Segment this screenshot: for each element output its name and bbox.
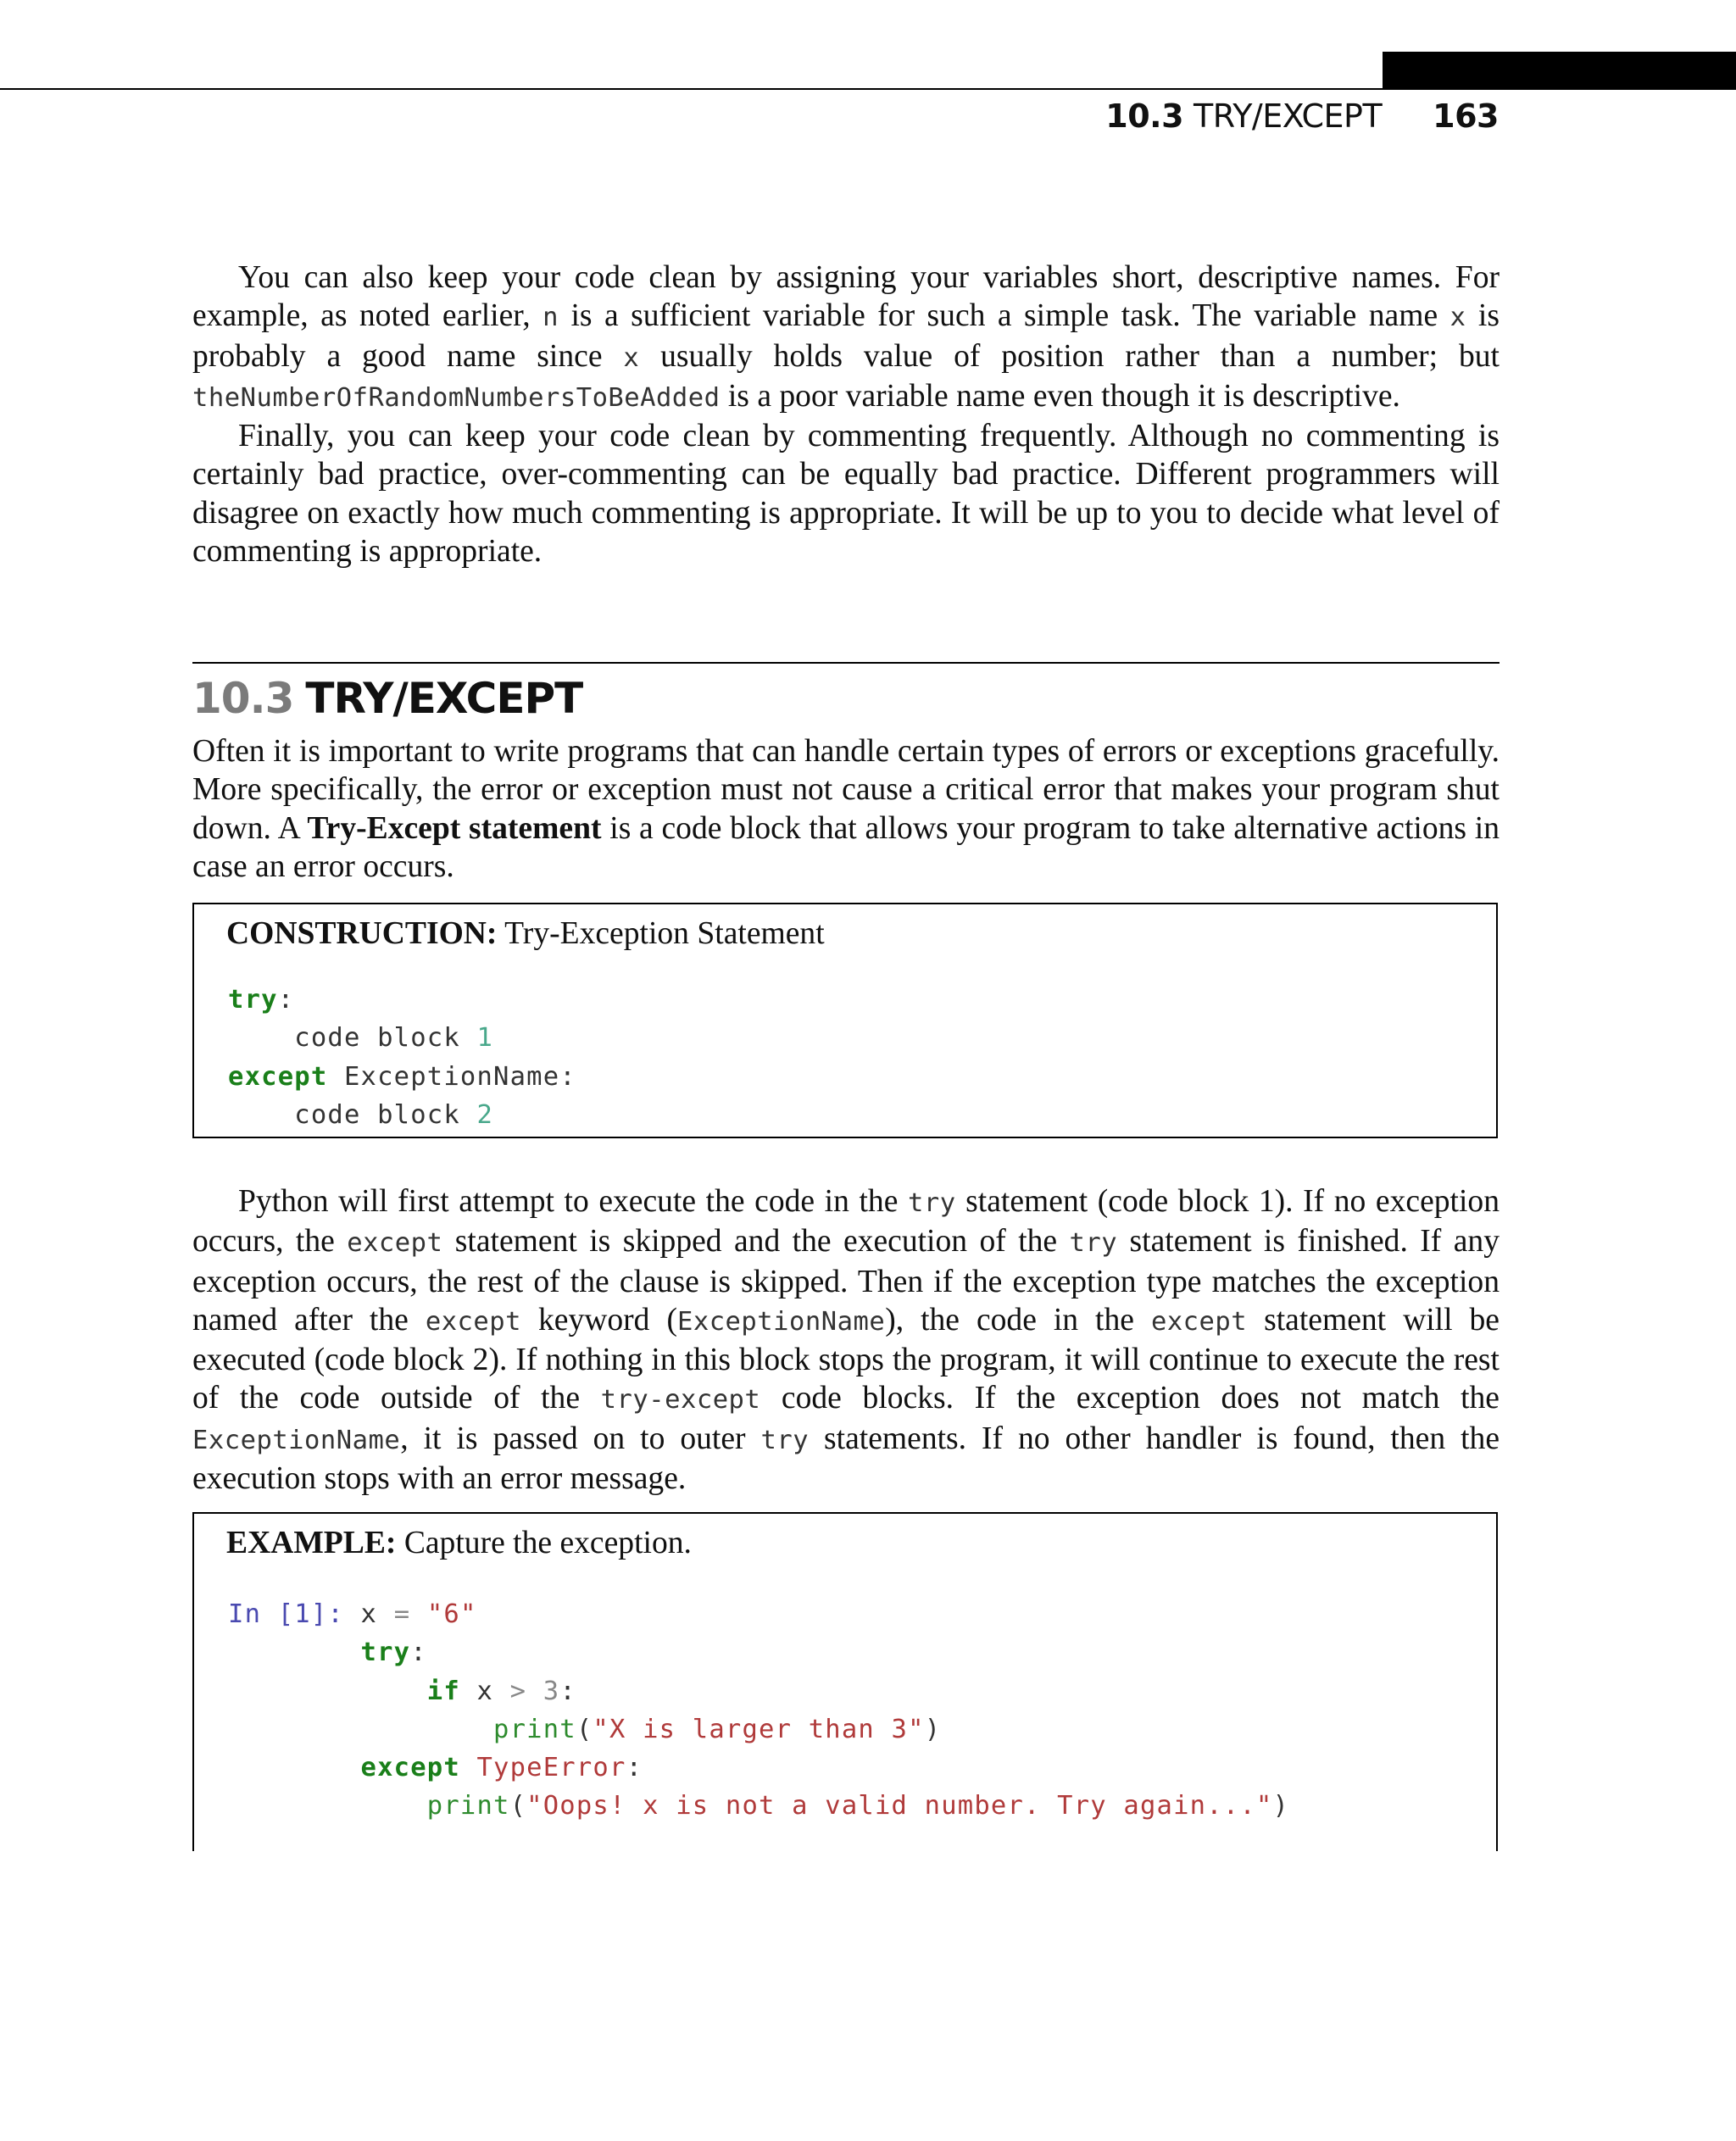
header-tab-bar bbox=[1383, 52, 1736, 90]
header-rule bbox=[0, 88, 1736, 90]
section-rule bbox=[192, 662, 1500, 664]
section-intro bbox=[192, 732, 1500, 886]
running-head-section-number: 10.3 bbox=[1105, 97, 1184, 135]
example-title: EXAMPLE: Capture the exception. bbox=[226, 1526, 692, 1560]
explanation-text bbox=[192, 1182, 1500, 1498]
example-code: In [1]: x = "6" try: if x > 3: print("X is larger than 3") except TypeError: print("Oops! x is not a valid number. Try again...") bbox=[228, 1599, 1290, 1821]
running-head-section-title: TRY/EXCEPT bbox=[1194, 97, 1383, 135]
running-head bbox=[1105, 95, 1499, 137]
example-box bbox=[192, 1512, 1498, 1851]
intro-text bbox=[192, 259, 1500, 570]
paragraph-try-except-intro: Often it is important to write programs that can handle certain types of errors or exceptions gracefully. More specifically, the error or exception must not cause a critical error that makes your program shut down. A Try-Except statement is a code block that allows your program to take alternative actions in case an error occurs. bbox=[192, 734, 1500, 884]
input-prompt: In [1]: bbox=[228, 1599, 344, 1629]
section-title: TRY/EXCEPT bbox=[305, 674, 583, 723]
page-number: 163 bbox=[1433, 97, 1499, 135]
paragraph-variable-names: You can also keep your code clean by assigning your variables short, descriptive names. For example, as noted earlier, n is a sufficient variable for such a simple task. The variable name x is probably a good name since x usually holds value of position rather than a number; but theNumberOfRandomNumbersToBeAdded is a poor variable name even though it is descriptive. bbox=[192, 260, 1500, 414]
section-heading bbox=[192, 671, 582, 726]
construction-code: try: code block 1 except ExceptionName: code block 2 bbox=[228, 985, 576, 1130]
construction-box bbox=[192, 903, 1498, 1138]
construction-title: CONSTRUCTION: Try-Exception Statement bbox=[226, 916, 825, 951]
term-try-except-statement: Try-Except statement bbox=[307, 810, 602, 846]
paragraph-explanation: Python will first attempt to execute the code in the try statement (code block 1). If no exception occurs, the except statement is skipped and the execution of the try statement is finished. If any exception occurs, the rest of the clause is skipped. Then if the exception type matches the exception named after the except keyword (ExceptionName), the code in the except statement will be executed (code block 2). If nothing in this block stops the program, it will continue to execute the rest of the code outside of the try-except code blocks. If the exception does not match the ExceptionName, it is passed on to outer try statements. If no other handler is found, then the execution stops with an error message. bbox=[192, 1184, 1500, 1497]
section-number: 10.3 bbox=[192, 674, 294, 723]
paragraph-commenting: Finally, you can keep your code clean by commenting frequently. Although no commenting is certainly bad practice, over-commenting can be equally bad practice. Different programmers will disagree on exactly how much commenting is appropriate. It will be up to you to decide what level of commenting is appropriate. bbox=[192, 419, 1500, 570]
